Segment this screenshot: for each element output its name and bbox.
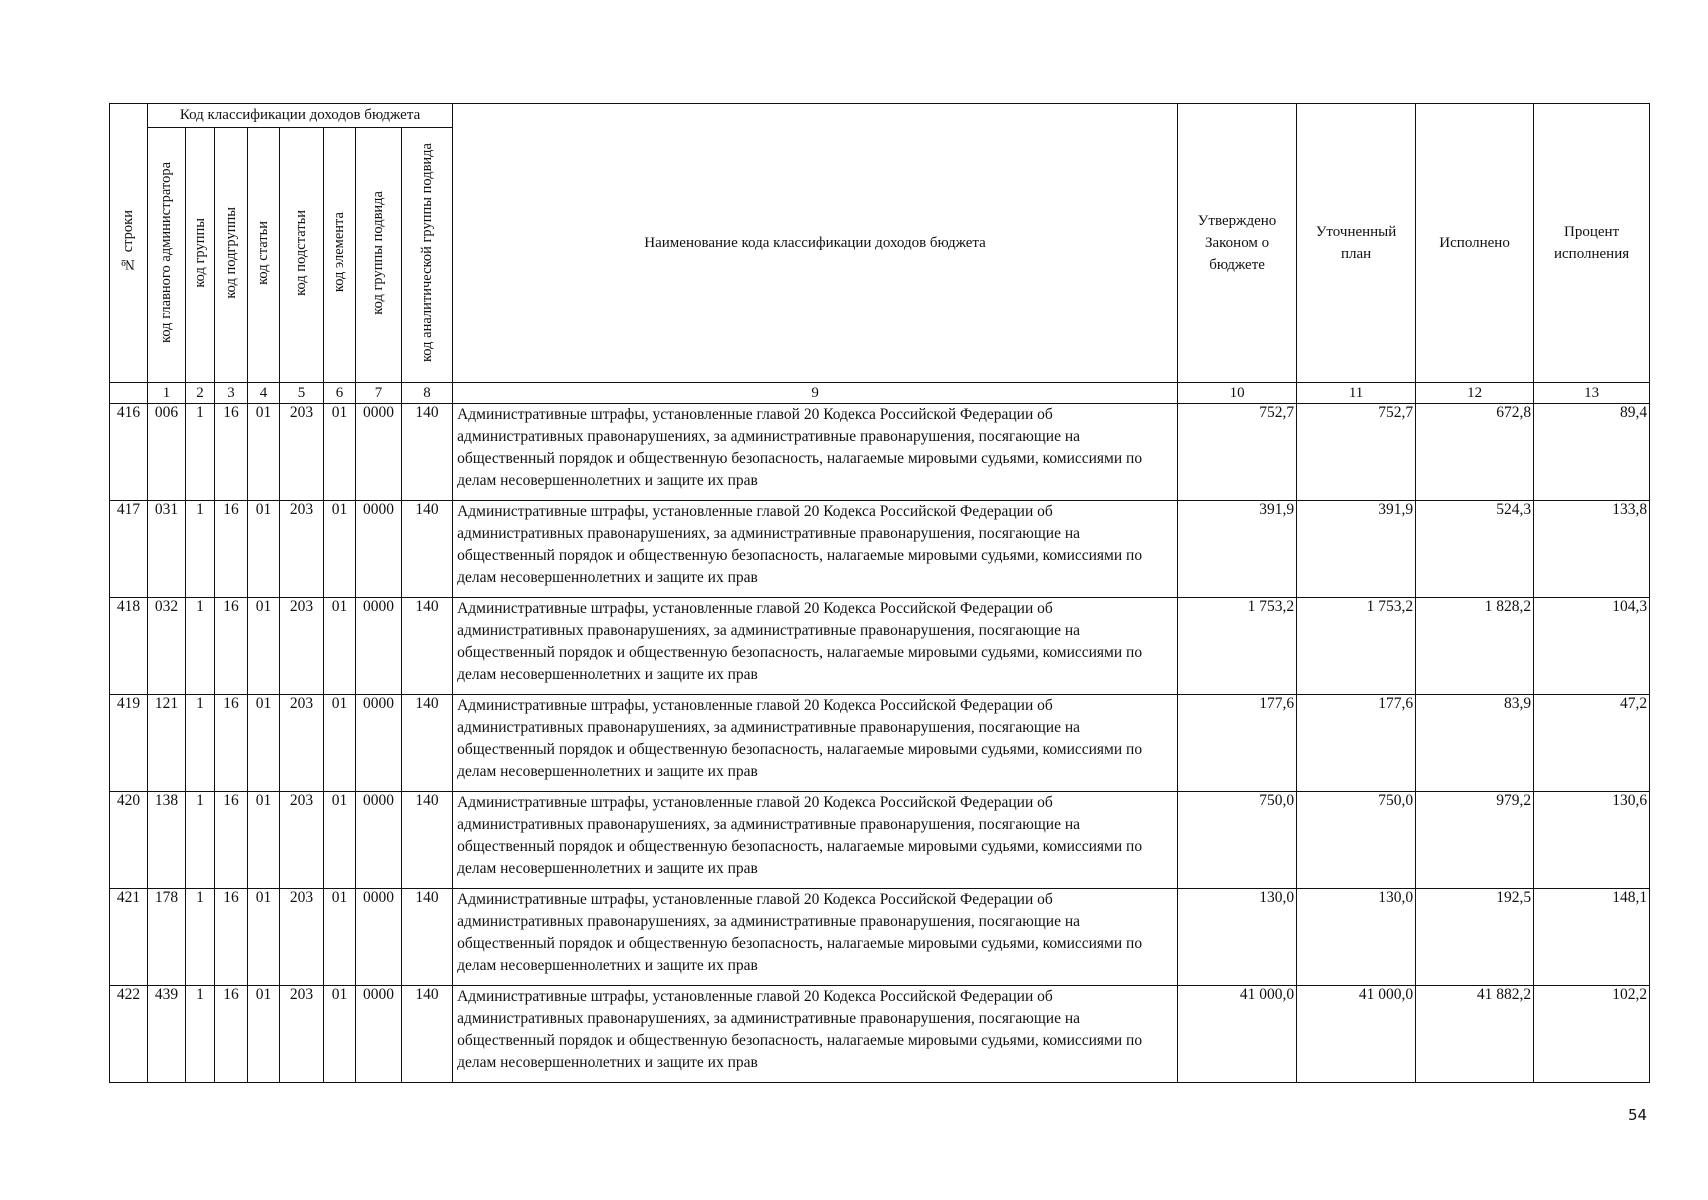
subtype-code-cell: 0000	[356, 695, 402, 792]
analytic-code-cell: 140	[402, 986, 453, 1083]
admin-code-cell: 121	[148, 695, 186, 792]
column-number-cell: 7	[356, 383, 402, 404]
article-code-cell: 01	[248, 792, 280, 889]
percent-cell: 130,6	[1534, 792, 1650, 889]
subtype-code-cell: 0000	[356, 501, 402, 598]
revenue-name-cell: Административные штрафы, установленные главой 20 Кодекса Российской Федерации об административных правонарушениях, за административные правонарушения, посягающие на общественный порядок и общественную безопасность, налагаемые мировыми судьями, комиссиями по делам несовершеннолетних и защите их прав	[453, 404, 1178, 501]
group-code-header	[186, 128, 215, 383]
subtype-code-cell: 0000	[356, 404, 402, 501]
table-row	[110, 986, 1650, 1083]
column-number-cell: 2	[186, 383, 215, 404]
row-number-header-label: № строки	[120, 209, 136, 272]
column-number-cell: 8	[402, 383, 453, 404]
row-number-header	[110, 104, 148, 383]
element-code-cell: 01	[324, 889, 356, 986]
column-number-cell: 4	[248, 383, 280, 404]
analytic-code-cell: 140	[402, 501, 453, 598]
executed-amount-cell: 41 882,2	[1416, 986, 1534, 1083]
column-number-cell: 5	[280, 383, 324, 404]
approved-amount-cell: 391,9	[1178, 501, 1297, 598]
plan-column-header-label: Уточненный план	[1315, 224, 1397, 262]
element-code-cell: 01	[324, 792, 356, 889]
element-code-header	[324, 128, 356, 383]
table-row	[110, 792, 1650, 889]
subgroup-code-cell: 16	[215, 404, 248, 501]
executed-amount-cell: 1 828,2	[1416, 598, 1534, 695]
group-code-cell: 1	[186, 695, 215, 792]
article-code-cell: 01	[248, 889, 280, 986]
row-number-cell: 416	[110, 404, 148, 501]
page-number: 54	[1628, 1106, 1648, 1124]
row-number-cell: 418	[110, 598, 148, 695]
table-body	[110, 404, 1650, 1083]
admin-code-cell: 138	[148, 792, 186, 889]
analytic-code-cell: 140	[402, 695, 453, 792]
group-code-cell: 1	[186, 889, 215, 986]
subgroup-code-cell: 16	[215, 501, 248, 598]
analytic-code-cell: 140	[402, 598, 453, 695]
subarticle-code-cell: 203	[280, 404, 324, 501]
approved-column-header-label: Утверждено Законом о бюджете	[1197, 213, 1277, 273]
article-code-cell: 01	[248, 598, 280, 695]
subarticle-code-cell: 203	[280, 986, 324, 1083]
subarticle-code-header	[280, 128, 324, 383]
plan-column-header	[1297, 104, 1416, 383]
element-code-header-label: код элемента	[331, 212, 347, 293]
row-number-cell: 417	[110, 501, 148, 598]
subgroup-code-cell: 16	[215, 986, 248, 1083]
plan-amount-cell: 1 753,2	[1297, 598, 1416, 695]
approved-amount-cell: 41 000,0	[1178, 986, 1297, 1083]
analytic-group-code-header-label: код аналитической группы подвида	[418, 143, 435, 362]
article-code-cell: 01	[248, 501, 280, 598]
percent-column-header-label: Процент исполнения	[1553, 224, 1630, 262]
subarticle-code-cell: 203	[280, 889, 324, 986]
row-number-cell: 421	[110, 889, 148, 986]
executed-amount-cell: 979,2	[1416, 792, 1534, 889]
column-number-cell: 6	[324, 383, 356, 404]
subgroup-code-cell: 16	[215, 598, 248, 695]
column-number-cell: 3	[215, 383, 248, 404]
plan-amount-cell: 177,6	[1297, 695, 1416, 792]
analytic-code-cell: 140	[402, 792, 453, 889]
percent-cell: 89,4	[1534, 404, 1650, 501]
subarticle-code-cell: 203	[280, 598, 324, 695]
plan-amount-cell: 41 000,0	[1297, 986, 1416, 1083]
name-column-header: Наименование кода классификации доходов бюджета	[453, 104, 1178, 383]
revenue-name-cell: Административные штрафы, установленные главой 20 Кодекса Российской Федерации об административных правонарушениях, за административные правонарушения, посягающие на общественный порядок и общественную безопасность, налагаемые мировыми судьями, комиссиями по делам несовершеннолетних и защите их прав	[453, 792, 1178, 889]
revenue-name-cell: Административные штрафы, установленные главой 20 Кодекса Российской Федерации об административных правонарушениях, за административные правонарушения, посягающие на общественный порядок и общественную безопасность, налагаемые мировыми судьями, комиссиями по делам несовершеннолетних и защите их прав	[453, 598, 1178, 695]
table-row	[110, 598, 1650, 695]
classification-code-group-header: Код классификации доходов бюджета	[148, 104, 453, 128]
row-number-cell: 420	[110, 792, 148, 889]
plan-amount-cell: 130,0	[1297, 889, 1416, 986]
analytic-group-code-header	[402, 128, 453, 383]
admin-code-cell: 006	[148, 404, 186, 501]
article-code-header-label: код статьи	[255, 220, 271, 285]
article-code-cell: 01	[248, 695, 280, 792]
percent-cell: 104,3	[1534, 598, 1650, 695]
subtype-group-code-header-label: код группы подвида	[370, 190, 386, 315]
subtype-code-cell: 0000	[356, 889, 402, 986]
row-number-cell: 422	[110, 986, 148, 1083]
subgroup-code-cell: 16	[215, 695, 248, 792]
admin-code-header-label: код главного администратора	[158, 162, 174, 343]
group-code-header-label: код группы	[191, 217, 208, 288]
group-code-cell: 1	[186, 986, 215, 1083]
admin-code-cell: 032	[148, 598, 186, 695]
element-code-cell: 01	[324, 501, 356, 598]
executed-amount-cell: 83,9	[1416, 695, 1534, 792]
executed-column-header: Исполнено	[1416, 104, 1534, 383]
admin-code-header	[148, 128, 186, 383]
table-row	[110, 501, 1650, 598]
percent-cell: 148,1	[1534, 889, 1650, 986]
subgroup-code-header	[215, 128, 248, 383]
subarticle-code-cell: 203	[280, 501, 324, 598]
subtype-code-cell: 0000	[356, 792, 402, 889]
article-code-cell: 01	[248, 986, 280, 1083]
element-code-cell: 01	[324, 404, 356, 501]
percent-cell: 102,2	[1534, 986, 1650, 1083]
subtype-group-code-header	[356, 128, 402, 383]
table-row	[110, 404, 1650, 501]
admin-code-cell: 439	[148, 986, 186, 1083]
revenue-name-cell: Административные штрафы, установленные главой 20 Кодекса Российской Федерации об административных правонарушениях, за административные правонарушения, посягающие на общественный порядок и общественную безопасность, налагаемые мировыми судьями, комиссиями по делам несовершеннолетних и защите их прав	[453, 695, 1178, 792]
element-code-cell: 01	[324, 986, 356, 1083]
row-number-cell: 419	[110, 695, 148, 792]
approved-column-header	[1178, 104, 1297, 383]
plan-amount-cell: 750,0	[1297, 792, 1416, 889]
approved-amount-cell: 750,0	[1178, 792, 1297, 889]
column-number-cell: 13	[1534, 383, 1650, 404]
revenue-name-cell: Административные штрафы, установленные главой 20 Кодекса Российской Федерации об административных правонарушениях, за административные правонарушения, посягающие на общественный порядок и общественную безопасность, налагаемые мировыми судьями, комиссиями по делам несовершеннолетних и защите их прав	[453, 501, 1178, 598]
analytic-code-cell: 140	[402, 404, 453, 501]
approved-amount-cell: 1 753,2	[1178, 598, 1297, 695]
column-number-row	[110, 383, 1650, 404]
revenue-name-cell: Административные штрафы, установленные главой 20 Кодекса Российской Федерации об административных правонарушениях, за административные правонарушения, посягающие на общественный порядок и общественную безопасность, налагаемые мировыми судьями, комиссиями по делам несовершеннолетних и защите их прав	[453, 889, 1178, 986]
group-code-cell: 1	[186, 792, 215, 889]
budget-revenue-table	[109, 103, 1650, 1083]
column-number-cell: 9	[453, 383, 1178, 404]
plan-amount-cell: 391,9	[1297, 501, 1416, 598]
revenue-name-cell: Административные штрафы, установленные главой 20 Кодекса Российской Федерации об административных правонарушениях, за административные правонарушения, посягающие на общественный порядок и общественную безопасность, налагаемые мировыми судьями, комиссиями по делам несовершеннолетних и защите их прав	[453, 986, 1178, 1083]
subgroup-code-cell: 16	[215, 889, 248, 986]
subgroup-code-cell: 16	[215, 792, 248, 889]
admin-code-cell: 178	[148, 889, 186, 986]
analytic-code-cell: 140	[402, 889, 453, 986]
group-code-cell: 1	[186, 598, 215, 695]
plan-amount-cell: 752,7	[1297, 404, 1416, 501]
column-number-cell: 1	[148, 383, 186, 404]
group-code-cell: 1	[186, 501, 215, 598]
approved-amount-cell: 177,6	[1178, 695, 1297, 792]
column-number-cell	[110, 383, 148, 404]
table-row	[110, 695, 1650, 792]
subarticle-code-header-label: код подстатьи	[293, 209, 309, 296]
percent-cell: 133,8	[1534, 501, 1650, 598]
subgroup-code-header-label: код подгруппы	[222, 206, 239, 299]
element-code-cell: 01	[324, 695, 356, 792]
article-code-header	[248, 128, 280, 383]
subarticle-code-cell: 203	[280, 695, 324, 792]
article-code-cell: 01	[248, 404, 280, 501]
subtype-code-cell: 0000	[356, 598, 402, 695]
table-row	[110, 889, 1650, 986]
approved-amount-cell: 130,0	[1178, 889, 1297, 986]
executed-amount-cell: 192,5	[1416, 889, 1534, 986]
executed-amount-cell: 672,8	[1416, 404, 1534, 501]
column-number-cell: 10	[1178, 383, 1297, 404]
percent-column-header	[1534, 104, 1650, 383]
column-number-cell: 12	[1416, 383, 1534, 404]
percent-cell: 47,2	[1534, 695, 1650, 792]
column-number-cell: 11	[1297, 383, 1416, 404]
element-code-cell: 01	[324, 598, 356, 695]
approved-amount-cell: 752,7	[1178, 404, 1297, 501]
group-code-cell: 1	[186, 404, 215, 501]
executed-amount-cell: 524,3	[1416, 501, 1534, 598]
subtype-code-cell: 0000	[356, 986, 402, 1083]
subarticle-code-cell: 203	[280, 792, 324, 889]
admin-code-cell: 031	[148, 501, 186, 598]
